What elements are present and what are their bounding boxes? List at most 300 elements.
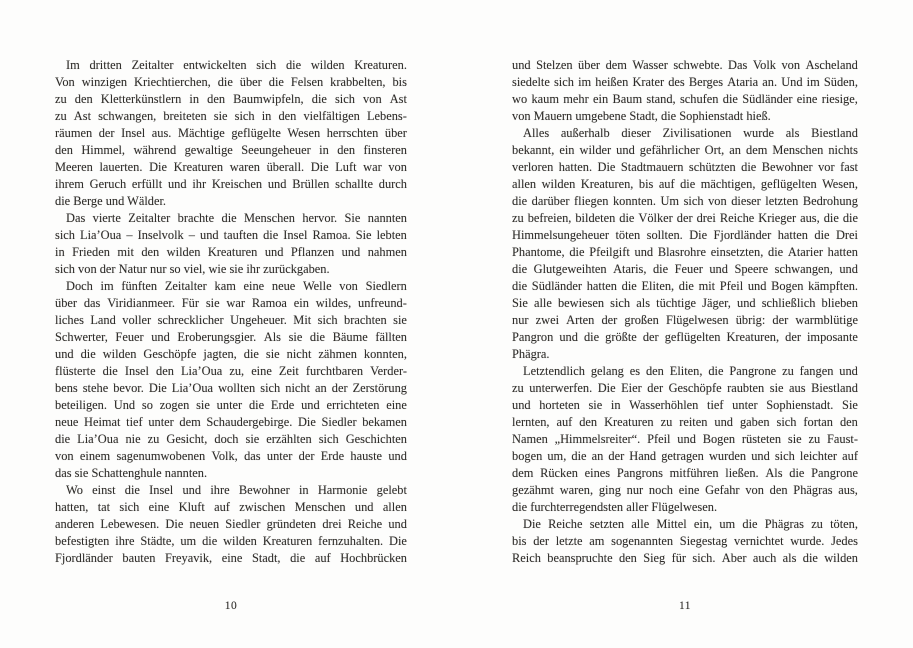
word: Phantome, [512,245,565,259]
word: den [337,143,356,157]
word: von [363,92,382,106]
word: Krater [632,75,665,89]
word: von [55,449,74,463]
word: Die [297,415,316,429]
word: der [601,313,618,327]
word: Sie [842,398,858,412]
word: töten [615,228,641,242]
text-line [55,210,407,227]
word: Lebens- [366,109,407,123]
word: sich [55,228,75,242]
word: sie [196,398,210,412]
word: Das [66,211,86,225]
word: Mächtige [177,126,225,140]
word: Volk, [211,449,238,463]
word: sie [205,296,220,310]
word: das [244,449,261,463]
word: getragen [661,449,704,463]
word: Eier [621,381,642,395]
word: eine [221,551,243,565]
word: Als [263,330,281,344]
word: jagten, [203,347,237,361]
text-line [512,91,858,108]
word: Geschöpfe [143,347,197,361]
word: befestigten [55,534,110,548]
word: bekamen [362,415,407,429]
word: Drei [835,228,858,242]
word: brachten [344,313,387,327]
word: Um [660,194,680,208]
word: und [388,517,407,531]
word: Viridianmeer. [107,296,175,310]
word: Phägras [793,483,833,497]
word: Flügelwesen [665,313,729,327]
word: Insel [121,126,146,140]
word: sich [119,500,140,514]
word: Wasserhöhlen [629,398,699,412]
word: im [806,75,820,89]
word: ein, [693,517,713,531]
word: die [722,92,738,106]
text-line [512,193,858,210]
word: in [298,483,309,497]
word: Für [181,296,199,310]
text-line [512,159,858,176]
word: nichts [828,143,858,157]
word: zu [512,381,524,395]
word: von [708,194,727,208]
word: Kreaturen. [354,58,407,72]
word: flüsterte [55,364,96,378]
word: der [647,381,664,395]
text-line [512,74,858,91]
word: zu [811,517,823,531]
word: es [629,364,641,378]
word: und [388,449,407,463]
word: den [55,143,73,157]
word: als [782,551,797,565]
word: gelang [590,364,624,378]
word: blieben [821,296,858,310]
word: Volk [752,58,776,72]
text-line [55,125,407,142]
word: breiteten [163,109,207,123]
word: Als [765,466,783,480]
text-line [512,397,858,414]
word: den [207,92,226,106]
page-right-text-column [512,57,858,567]
word: Heimat [84,415,121,429]
word: Pangron [512,330,554,344]
word: waren, [559,483,594,497]
word: letzte [555,534,583,548]
word: die [311,92,327,106]
word: reiten [679,415,708,429]
word: von [745,483,764,497]
word: die [243,347,259,361]
word: Bewohner [761,160,813,174]
word: Menschen [244,211,295,225]
word: im [100,279,114,293]
word: schufen [679,92,719,106]
word: Hochbrücken [340,551,407,565]
word: Insel [149,483,174,497]
word: ein [559,143,575,157]
word: Wesen, [822,177,858,191]
word: nicht [285,381,311,395]
text-line [512,57,858,74]
word: dem [746,143,768,157]
word: auf [314,551,331,565]
text-line [55,227,407,244]
text-line [55,176,407,193]
word: aus, [800,211,820,225]
text-line [55,91,407,108]
word: auf [658,177,675,191]
word: raubten [727,381,765,395]
text-line [55,159,407,176]
word: zu [660,415,673,429]
word: tüchtige [656,296,697,310]
word: an. [762,75,778,89]
word: die [290,551,306,565]
word: eine [796,92,818,106]
word: die [789,466,805,480]
word: Himmelsungeheuer [512,228,610,242]
word: sie [213,109,228,123]
word: Ataris, [613,262,647,276]
word: Insel [124,364,149,378]
text-line: die furchterregendsten aller Flügelwesen. [512,500,718,514]
word: zu [782,364,794,378]
word: sich [683,194,704,208]
word: Erde [270,398,295,412]
word: von [781,58,801,72]
word: sich [774,449,795,463]
paragraph [55,210,407,278]
word: Fjordländer [713,228,772,242]
word: unfreund- [358,296,407,310]
word: an [729,143,741,157]
text-line [55,550,407,567]
word: zu [147,432,160,446]
word: die [268,75,284,89]
word: Arten [566,313,595,327]
word: hatten [586,279,617,293]
text-line: das sie Schattenghule nannten. [55,466,208,480]
word: die [512,262,528,276]
word: – [188,228,195,242]
word: Die [523,517,541,531]
text-line [55,244,407,261]
word: den [618,551,637,565]
word: auf [556,415,573,429]
word: Lia’Oua [180,364,223,378]
word: Bewohner [238,483,290,497]
word: Ascheland [805,58,858,72]
word: die [678,279,694,293]
word: und [264,245,284,259]
word: gewaltige [184,143,233,157]
word: ein [293,296,309,310]
word: Land [90,313,116,327]
word: wo [512,92,528,106]
word: Sie [344,211,361,225]
word: Menschen [772,143,824,157]
word: Ast [73,109,92,123]
word: großen [624,313,659,327]
word: kam [214,279,236,293]
word: und [634,245,654,259]
word: Die [597,381,616,395]
word: sich. [692,551,716,565]
word: lernten, [512,415,550,429]
word: überall. [266,160,305,174]
word: wurden [708,449,747,463]
word: Krieger [758,211,797,225]
word: hatten. [558,160,593,174]
word: Harmonie [317,483,368,497]
word: Kreaturen, [580,177,634,191]
word: schrecklicher [157,313,224,327]
word: unter [732,398,758,412]
word: einem [79,449,111,463]
word: dem [605,58,627,72]
word: über [55,296,78,310]
word: unter [216,398,243,412]
word: Siedler [225,517,261,531]
word: die [583,330,600,344]
word: leichter [799,449,838,463]
word: und [512,58,531,72]
word: geflügelten [760,177,817,191]
word: ließen. [725,466,759,480]
page-number-left: 10 [224,600,238,612]
word: bevor. [113,381,144,395]
word: nahmen [367,245,407,259]
word: Insel [283,228,308,242]
word: hauste [350,449,383,463]
word: Mittel [656,517,687,531]
word: die [221,211,237,225]
word: ging [598,483,621,497]
text-line [512,465,858,482]
text-line [55,295,407,312]
word: doch [214,432,239,446]
word: einst [92,483,116,497]
word: sich [234,109,255,123]
word: Baum [612,92,643,106]
word: Biestland [811,381,858,395]
word: wilden [223,534,257,548]
word: mehr [563,92,589,106]
word: Menschen [294,500,346,514]
word: sich [610,296,631,310]
paragraph [55,482,407,567]
word: und [267,177,287,191]
word: sich [553,75,574,89]
word: Kriechtierchen, [134,75,211,89]
word: den [141,245,160,259]
word: liches [55,313,84,327]
word: tief [707,398,724,412]
word: und [751,449,770,463]
word: tief [126,415,143,429]
word: die [571,449,587,463]
word: hervor. [302,211,338,225]
word: und [151,330,170,344]
word: bens [55,381,78,395]
word: Ast [389,92,407,106]
word: Pangrone [811,466,858,480]
word: Sie [512,296,528,310]
word: auf [842,449,858,463]
word: dritten [89,58,122,72]
word: wilder [579,143,612,157]
word: Die [165,517,184,531]
word: Die [148,381,167,395]
text-line [55,278,407,295]
word: entwickelten [183,58,247,72]
word: Das [728,58,748,72]
text-line [55,329,407,346]
word: kaum [531,92,559,106]
word: mitführen [669,466,719,480]
word: Lia’Oua [171,381,214,395]
text-line [512,329,858,346]
word: sich [318,432,339,446]
word: aus, [838,483,858,497]
word: Kreischen [211,177,263,191]
word: konnten, [363,347,407,361]
word: auf [214,500,230,514]
word: wurde. [790,534,825,548]
word: unter [266,449,293,463]
word: schützten [688,160,736,174]
word: dem [179,415,201,429]
word: den [278,109,297,123]
word: unterwerfen. [529,381,593,395]
word: übrig: [735,313,766,327]
word: in [610,398,621,412]
word: an [591,449,604,463]
word: Stadt, [251,551,281,565]
word: die [802,551,818,565]
word: fünften [121,279,158,293]
word: „Himmelsreiter“. [554,432,641,446]
word: größte [605,330,637,344]
word: die [814,228,830,242]
word: des [668,75,685,89]
word: Kreaturen [262,534,313,548]
word: den [769,483,788,497]
word: sie [769,381,784,395]
word: und [354,500,374,514]
word: nur [626,483,644,497]
word: als [636,296,651,310]
word: sich [334,92,355,106]
word: als [785,126,800,140]
word: zogen [159,398,190,412]
word: Stelzen [536,58,573,72]
word: warmblütige [795,313,858,327]
word: Bäume [332,330,368,344]
word: siedelte [512,75,550,89]
word: Und [781,75,803,89]
word: Bogen [702,432,736,446]
text-line [55,448,407,465]
word: und [301,398,320,412]
word: der [608,449,625,463]
word: mit [698,279,716,293]
word: drei [696,211,716,225]
word: Lia’Oua [80,228,122,242]
word: horteten [539,398,580,412]
word: gelebt [376,483,407,497]
word: alle [631,517,650,531]
word: in [261,109,272,123]
text-line [512,312,858,329]
word: vierte [92,211,121,225]
word: Eliten, [641,279,675,293]
word: Kreaturen [173,160,224,174]
word: ihre [210,483,230,497]
word: anderen [55,517,95,531]
word: zu [512,211,524,225]
word: Wo [66,483,83,497]
word: waren [229,160,260,174]
word: zwei [535,313,560,327]
word: Völker [638,211,673,225]
word: sollten. [646,228,683,242]
word: Zeitalter [164,279,207,293]
word: und [55,347,74,361]
word: wilden [310,58,345,72]
word: Verder- [370,364,407,378]
word: Kreaturen [207,245,258,259]
text-line [512,533,858,550]
paragraph [55,57,407,210]
word: allen [512,177,537,191]
text-line [512,363,858,380]
word: geflügelte [231,126,281,140]
word: an [315,381,327,395]
word: zu [55,109,67,123]
word: die [512,279,528,293]
word: bauten [122,551,156,565]
text-line: sich von der Natur nur so viel, wie sie ihr zurückgaben. [55,262,330,276]
word: eine [251,364,272,378]
word: Felsen [290,75,324,89]
text-line [55,414,407,431]
word: fliegen [574,194,609,208]
word: auch [752,551,777,565]
word: mächtigen, [700,177,756,191]
word: Phägras [764,517,804,531]
word: Luft [335,160,357,174]
word: noch [648,483,674,497]
word: erfüllt [131,177,163,191]
word: rüsteten [741,432,782,446]
word: den [156,364,174,378]
word: setzten [589,517,625,531]
word: die [285,58,302,72]
word: zähmen [318,347,357,361]
word: Stadtmauern [620,160,684,174]
word: und [182,483,202,497]
word: Die [389,534,407,548]
word: die [309,330,326,344]
